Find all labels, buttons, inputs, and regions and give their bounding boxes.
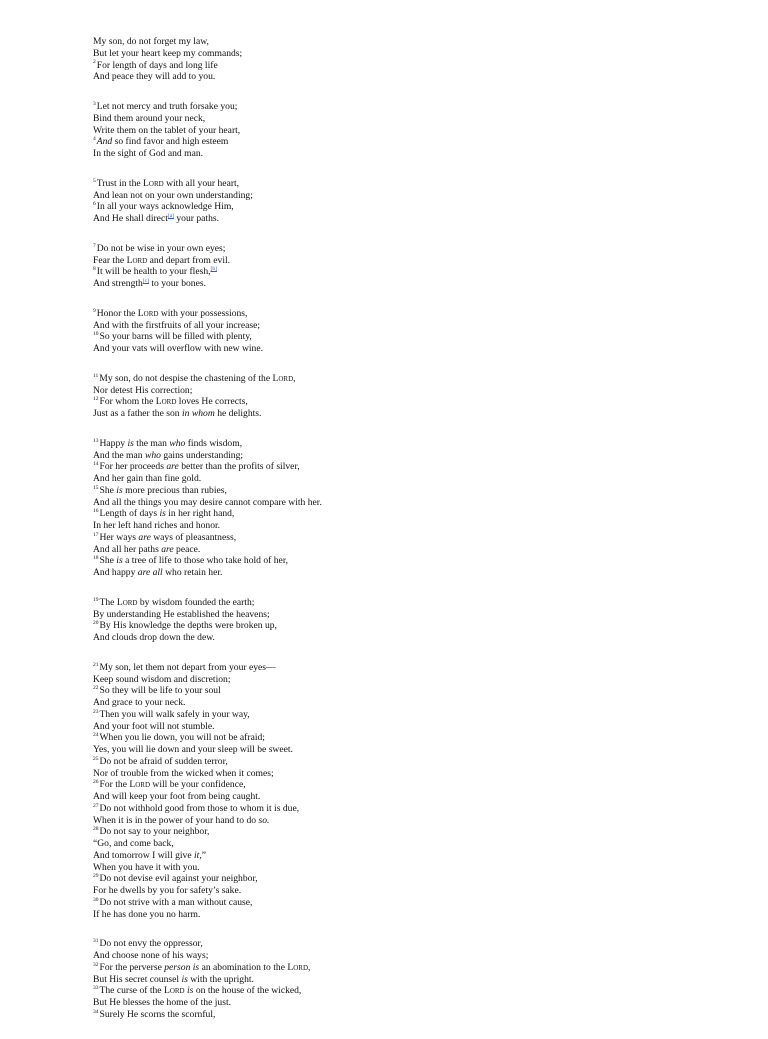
verse-line — [93, 396, 733, 408]
verse-text: will be your confidence, — [150, 779, 246, 791]
verse-text: , — [308, 961, 311, 973]
verse-number: 11 — [93, 372, 99, 379]
verse-number: 28 — [93, 826, 99, 833]
verse-text: who — [144, 449, 161, 461]
verse-text: And peace they will add to you. — [93, 71, 216, 83]
verse-text: peace. — [173, 543, 201, 555]
verse-line — [93, 385, 733, 397]
verse-text: are — [161, 543, 174, 555]
verse-line — [93, 136, 733, 148]
verse-line — [93, 779, 733, 791]
verse-number: 5 — [93, 177, 96, 184]
verse-line — [93, 373, 733, 385]
verse-text: For her proceeds — [99, 461, 167, 473]
verse-text: he delights. — [214, 408, 262, 419]
verse-line — [93, 985, 733, 997]
verse-number: 24 — [93, 732, 99, 739]
divine-name: Lord — [129, 779, 150, 791]
verse-text: , — [293, 372, 296, 384]
verse-text: Do not strive with a man without cause, — [99, 896, 253, 908]
verse-text: by wisdom founded the earth; — [137, 596, 255, 608]
verse-text: who — [169, 437, 186, 449]
verse-text: When you lie down, you will not be afraid; — [99, 732, 265, 744]
verse-text: For length of days and long life — [96, 59, 218, 71]
verse-line — [93, 732, 733, 744]
verse-line — [93, 662, 733, 674]
verse-number: 6 — [93, 201, 96, 208]
verse-line — [93, 508, 733, 520]
verse-text: Trust in the — [96, 177, 144, 189]
verse-number: 9 — [93, 307, 96, 314]
stanza — [93, 597, 733, 644]
verse-text: Length of days — [99, 508, 160, 520]
verse-text: Do not withhold good from those to whom it is due, — [99, 802, 300, 814]
verse-text: Do not be afraid of sudden terror, — [99, 755, 228, 767]
verse-number: 23 — [93, 708, 99, 715]
verse-text: Do not say to your neighbor, — [99, 826, 210, 838]
verse-line — [93, 343, 733, 355]
verse-line — [93, 113, 733, 125]
verse-line — [93, 201, 733, 213]
verse-text: And clouds drop down the dew. — [93, 632, 215, 643]
verse-text: By understanding He established the heavens; — [93, 608, 270, 620]
verse-text: gains understanding; — [160, 449, 244, 461]
verse-text: Let not mercy and truth forsake you; — [96, 101, 238, 112]
verse-text: Nor detest His correction; — [93, 384, 193, 396]
verse-text: “Go, and come back, — [93, 838, 174, 849]
divine-name: Lord — [155, 396, 177, 408]
verse-line — [93, 962, 733, 974]
verse-line — [93, 838, 733, 850]
stanza — [93, 438, 733, 579]
divine-name: Lord — [287, 961, 309, 973]
verse-number: 22 — [93, 685, 99, 692]
verse-text: it, — [194, 849, 202, 861]
verse-line — [93, 1009, 733, 1021]
verse-text: Just as a father the son — [93, 408, 182, 419]
verse-text: And — [96, 136, 113, 148]
verse-line — [93, 873, 733, 885]
verse-line — [93, 997, 733, 1009]
verse-number: 2 — [93, 59, 96, 66]
stanza — [93, 243, 733, 290]
verse-line — [93, 950, 733, 962]
verse-line — [93, 791, 733, 803]
verse-text: in her right hand, — [165, 508, 235, 520]
verse-text: But His secret counsel — [93, 973, 182, 985]
verse-text: And your foot will not stumble. — [93, 720, 215, 732]
verse-number: 12 — [93, 396, 99, 403]
verse-text: And will keep your foot from being caught. — [93, 791, 261, 802]
stanza — [93, 373, 733, 420]
verse-text: Then you will walk safely in your way, — [99, 708, 250, 720]
verse-text: Fear the — [93, 254, 127, 266]
verse-line — [93, 438, 733, 450]
verse-text: And He shall direct — [93, 213, 168, 224]
verse-line — [93, 768, 733, 780]
verse-line — [93, 101, 733, 113]
verse-line — [93, 632, 733, 644]
verse-text: ” — [201, 849, 206, 861]
divine-name: Lord — [143, 177, 164, 189]
verse-text: My son, do not despise the chastening of the — [99, 372, 273, 384]
verse-line — [93, 408, 733, 420]
divine-name: Lord — [272, 372, 294, 384]
verse-text: so find favor and high esteem — [112, 136, 229, 148]
verse-text: In the sight of God and man. — [93, 148, 204, 159]
verse-text: When it is in the power of your hand to do — [93, 814, 259, 826]
verse-text: In her left hand riches and honor. — [93, 520, 221, 531]
verse-number: 21 — [93, 661, 99, 668]
verse-text: Happy — [99, 437, 128, 449]
verse-line — [93, 308, 733, 320]
divine-name: Lord — [137, 307, 159, 319]
verse-number: 33 — [93, 985, 99, 992]
verse-line — [93, 71, 733, 83]
verse-line — [93, 36, 733, 48]
verse-line — [93, 450, 733, 462]
verse-text: The — [99, 596, 117, 608]
verse-line — [93, 850, 733, 862]
verse-text: She — [99, 555, 117, 567]
verse-text: Do not be wise in your own eyes; — [96, 242, 226, 254]
stanza — [93, 101, 733, 160]
verse-text: person is — [164, 961, 200, 973]
verse-number: 14 — [93, 461, 99, 468]
verse-line — [93, 803, 733, 815]
verse-text: who retain her. — [162, 567, 223, 578]
verse-number: 16 — [93, 508, 99, 515]
verse-text: on the house of the wicked, — [193, 985, 302, 997]
verse-text: Do not envy the oppressor, — [99, 938, 203, 950]
verse-text: For whom the — [99, 396, 156, 408]
verse-text: Do not devise evil against your neighbor, — [99, 873, 258, 885]
verse-line — [93, 744, 733, 756]
verse-text: She — [99, 484, 117, 496]
verse-text: ways of pleasantness, — [150, 531, 237, 543]
verse-text: more precious than rubies, — [122, 484, 227, 496]
verse-number: 20 — [93, 620, 99, 627]
verse-text: If he has done you no harm. — [93, 908, 201, 920]
divine-name: Lord — [163, 985, 185, 997]
verse-line — [93, 473, 733, 485]
verse-text: Yes, you will lie down and your sleep will be sweet. — [93, 744, 293, 755]
verse-line — [93, 709, 733, 721]
divine-name: Lord — [126, 254, 148, 266]
verse-text: And tomorrow I will give — [93, 849, 194, 861]
verse-text: For the — [99, 779, 130, 791]
verse-line — [93, 320, 733, 332]
verse-line — [93, 826, 733, 838]
stanza — [93, 938, 733, 1020]
verse-text: And all her paths — [93, 543, 162, 555]
verse-text: And her gain than fine gold. — [93, 473, 202, 484]
verse-text: so. — [258, 814, 270, 826]
verse-number: 19 — [93, 596, 99, 603]
verse-text: are all — [137, 567, 163, 578]
verse-number: 29 — [93, 873, 99, 880]
verse-line — [93, 885, 733, 897]
verse-number: 27 — [93, 802, 99, 809]
verse-text: So they will be life to your soul — [99, 685, 221, 697]
verse-text: is — [181, 973, 188, 985]
verse-number: 32 — [93, 961, 99, 968]
verse-number: 13 — [93, 437, 99, 444]
verse-number: 26 — [93, 779, 99, 786]
verse-line — [93, 178, 733, 190]
verse-text: loves He corrects, — [176, 396, 248, 408]
verse-text: Nor of trouble from the wicked when it comes; — [93, 767, 274, 779]
verse-text: with the upright. — [187, 973, 254, 985]
verse-number: 10 — [93, 331, 99, 338]
verse-line — [93, 485, 733, 497]
verse-text: And the man — [93, 449, 145, 461]
verse-text: My son, let them not depart from your eyes— — [99, 661, 276, 673]
verse-text: Honor the — [96, 307, 138, 319]
verse-number: 15 — [93, 484, 99, 491]
verse-line — [93, 609, 733, 621]
stanza — [93, 308, 733, 355]
verse-line — [93, 685, 733, 697]
verse-text: And choose none of his ways; — [93, 950, 209, 961]
verse-line — [93, 125, 733, 137]
verse-text: But let your heart keep my commands; — [93, 47, 243, 59]
verse-line — [93, 897, 733, 909]
verse-line — [93, 697, 733, 709]
verse-line — [93, 555, 733, 567]
verse-number: 34 — [93, 1008, 99, 1015]
verse-text: in whom — [182, 408, 215, 419]
stanza — [93, 178, 733, 225]
verse-number: 4 — [93, 136, 96, 143]
verse-line — [93, 255, 733, 267]
verse-text: By His knowledge the depths were broken up, — [99, 620, 277, 632]
verse-number: 31 — [93, 938, 99, 945]
verse-text: to your bones. — [148, 278, 206, 289]
verse-line — [93, 497, 733, 509]
verse-text: It will be health to your flesh, — [96, 266, 211, 278]
verse-line — [93, 213, 733, 225]
verse-line — [93, 862, 733, 874]
verse-number: 30 — [93, 896, 99, 903]
verse-text: My son, do not forget my law, — [93, 36, 209, 47]
verse-text: And your vats will overflow with new wine. — [93, 343, 263, 354]
verse-number: 18 — [93, 555, 99, 562]
verse-text: better than the profits of silver, — [178, 461, 300, 473]
verse-number: 3 — [93, 100, 96, 107]
verse-text: is — [116, 484, 123, 496]
verse-text: your paths. — [173, 213, 220, 224]
verse-text: is — [187, 985, 194, 997]
verse-text: the man — [133, 437, 170, 449]
verse-text: Write them on the tablet of your heart, — [93, 124, 241, 136]
verse-line — [93, 243, 733, 255]
verse-line — [93, 674, 733, 686]
verse-number: 25 — [93, 755, 99, 762]
verse-line — [93, 148, 733, 160]
verse-text: a tree of life to those who take hold of her, — [122, 555, 289, 567]
verse-number: 17 — [93, 531, 99, 538]
verse-text: Bind them around your neck, — [93, 112, 206, 124]
verse-text: are — [138, 531, 151, 543]
verse-line — [93, 620, 733, 632]
verse-text: finds wisdom, — [185, 437, 243, 449]
stanza — [93, 662, 733, 921]
document-body — [93, 36, 733, 1039]
verse-text: And grace to your neck. — [93, 697, 186, 708]
verse-text: And lean not on your own understanding; — [93, 189, 253, 201]
verse-number: 7 — [93, 242, 96, 249]
verse-line — [93, 567, 733, 579]
verse-text: with all your heart, — [163, 177, 240, 189]
verse-text: Surely He scorns the scornful, — [99, 1008, 216, 1020]
verse-text: with your possessions, — [158, 307, 248, 319]
verse-line — [93, 938, 733, 950]
stanza — [93, 36, 733, 83]
verse-text: So your barns will be filled with plenty, — [99, 331, 252, 343]
verse-text: When you have it with you. — [93, 861, 200, 873]
verse-text: But He blesses the home of the just. — [93, 997, 232, 1008]
verse-line — [93, 544, 733, 556]
verse-text: are — [166, 461, 179, 473]
verse-text: an abomination to the — [199, 961, 288, 973]
verse-line — [93, 756, 733, 768]
verse-line — [93, 597, 733, 609]
verse-line — [93, 331, 733, 343]
verse-text: And all the things you may desire cannot compare with her. — [93, 496, 322, 508]
verse-line — [93, 266, 733, 278]
verse-line — [93, 909, 733, 921]
verse-line — [93, 721, 733, 733]
verse-text: Her ways — [99, 531, 139, 543]
verse-line — [93, 974, 733, 986]
verse-text: And with the firstfruits of all your increase; — [93, 319, 261, 331]
verse-line — [93, 461, 733, 473]
footnote-link[interactable]: [a] — [167, 212, 174, 219]
verse-line — [93, 532, 733, 544]
verse-text: The curse of the — [99, 985, 164, 997]
verse-line — [93, 190, 733, 202]
verse-text: And happy — [93, 567, 138, 578]
verse-text: And strength — [93, 278, 143, 289]
footnote-link[interactable]: [b] — [210, 266, 217, 273]
verse-text: is — [159, 508, 166, 520]
verse-text: is — [127, 437, 134, 449]
verse-line — [93, 815, 733, 827]
verse-line — [93, 520, 733, 532]
verse-text: and depart from evil. — [147, 254, 231, 266]
verse-text: For the perverse — [99, 961, 165, 973]
verse-text: In all your ways acknowledge Him, — [96, 201, 234, 213]
verse-line — [93, 48, 733, 60]
footnote-link[interactable]: [c] — [142, 277, 149, 284]
divine-name: Lord — [116, 596, 138, 608]
verse-text: is — [116, 555, 123, 567]
verse-line — [93, 60, 733, 72]
verse-text: For he dwells by you for safety’s sake. — [93, 885, 242, 896]
verse-text: Keep sound wisdom and discretion; — [93, 673, 231, 685]
verse-number: 8 — [93, 266, 96, 273]
verse-line — [93, 278, 733, 290]
